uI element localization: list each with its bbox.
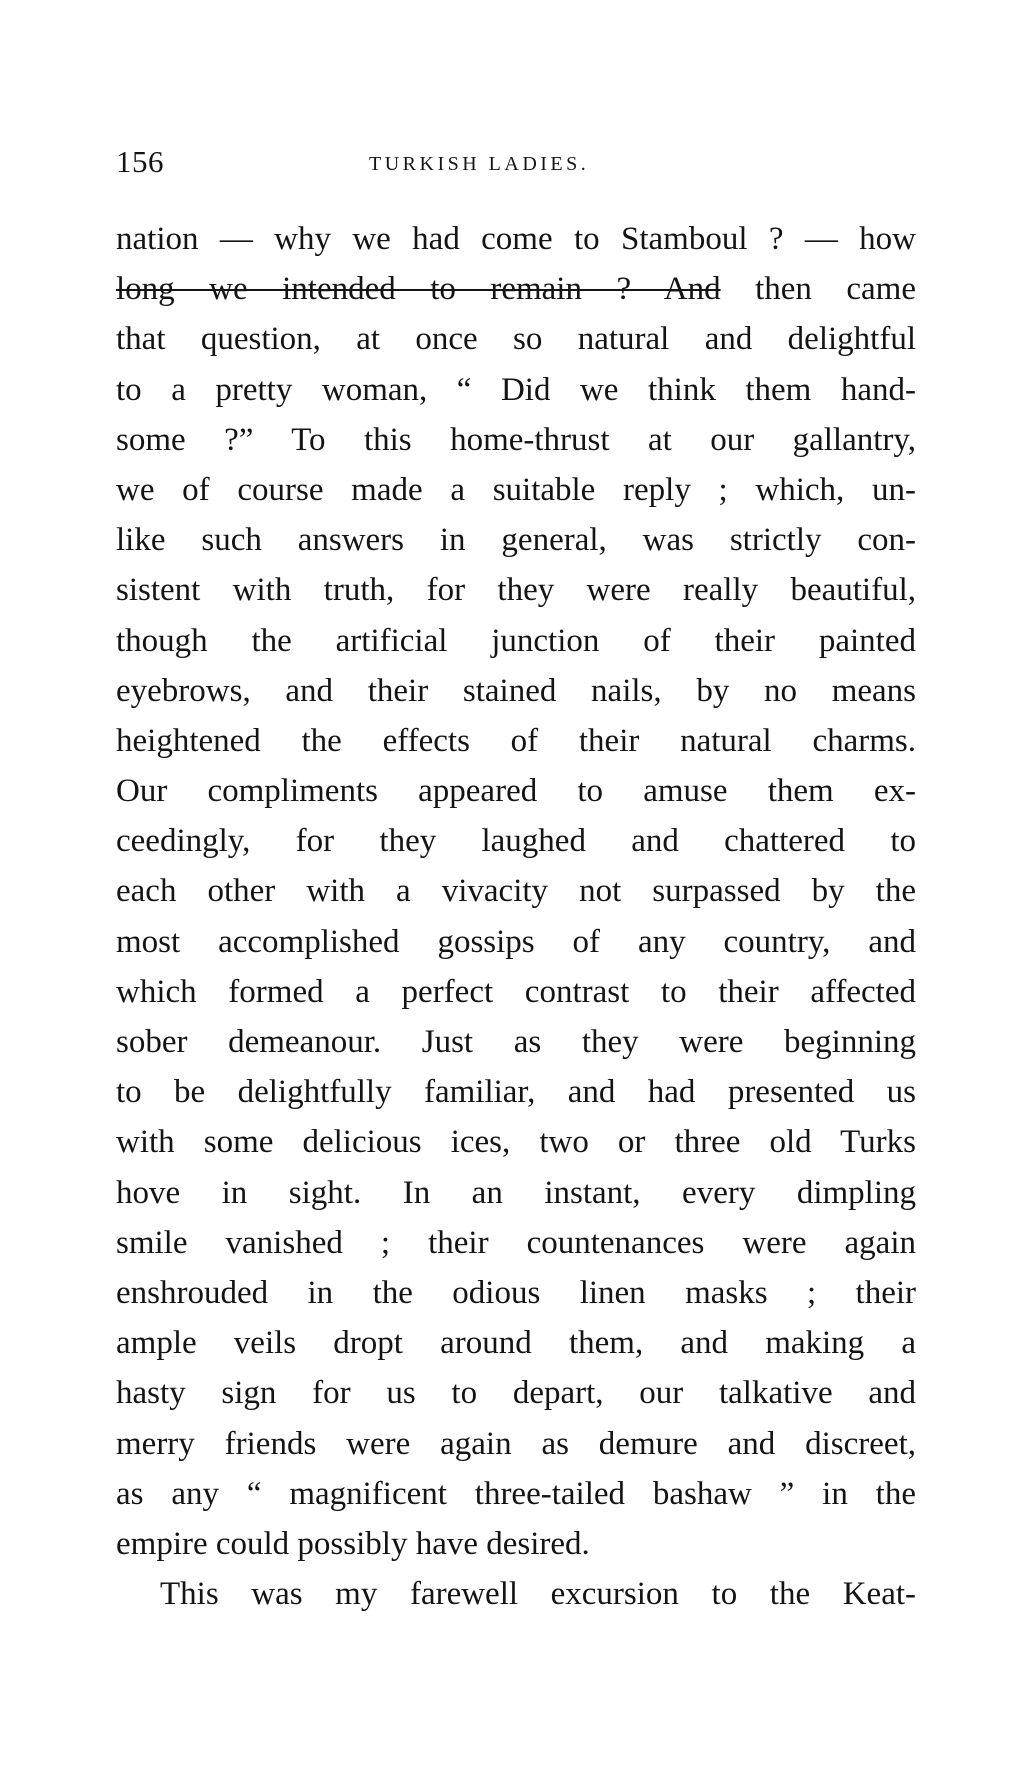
paragraph-end-line: empire could possibly have desired.	[116, 1525, 590, 1562]
text-line: each other with a vivacity not surpassed by the	[116, 873, 916, 910]
text-line: heightened the effects of their natural charms.	[116, 722, 916, 759]
text-line: though the artificial junction of their painted	[116, 622, 916, 659]
text-line-continuation: then came	[755, 271, 916, 308]
text-line: as any “ magnificent three-tailed bashaw ” in the	[116, 1475, 916, 1512]
page-number: 156	[116, 144, 164, 179]
text-line: we of course made a suitable reply ; which, un-	[116, 471, 916, 508]
text-line: enshrouded in the odious linen masks ; their	[116, 1274, 916, 1311]
text-line	[116, 264, 916, 314]
text-line: Our compliments appeared to amuse them ex-	[116, 773, 916, 810]
text-line: most accomplished gossips of any country, and	[116, 923, 916, 960]
struck-text: long we intended to remain ? And	[116, 271, 721, 308]
page-header	[116, 142, 916, 186]
text-line: smile vanished ; their countenances were again	[116, 1224, 916, 1261]
body-text	[116, 214, 916, 1619]
text-line: hasty sign for us to depart, our talkative and	[116, 1375, 916, 1412]
paragraph-start-line: This was my farewell excursion to the Keat-	[160, 1576, 916, 1613]
text-line: eyebrows, and their stained nails, by no means	[116, 672, 916, 709]
text-line: ceedingly, for they laughed and chattered to	[116, 823, 916, 860]
text-line: like such answers in general, was strictly con-	[116, 522, 916, 559]
text-line: which formed a perfect contrast to their affected	[116, 973, 916, 1010]
text-line: merry friends were again as demure and discreet,	[116, 1425, 916, 1462]
text-line: to a pretty woman, “ Did we think them hand-	[116, 371, 916, 408]
text-line: some ?” To this home-thrust at our gallantry,	[116, 421, 916, 458]
text-line: sober demeanour. Just as they were beginning	[116, 1024, 916, 1060]
text-line: nation — why we had come to Stamboul ? — how	[116, 221, 916, 257]
running-head: TURKISH LADIES.	[369, 153, 590, 175]
text-line: sistent with truth, for they were really beautiful,	[116, 572, 916, 609]
text-line: that question, at once so natural and delightful	[116, 321, 916, 358]
text-line: with some delicious ices, two or three old Turks	[116, 1124, 916, 1161]
text-line: ample veils dropt around them, and making a	[116, 1325, 916, 1362]
text-line: to be delightfully familiar, and had presented us	[116, 1074, 916, 1111]
text-line: hove in sight. In an instant, every dimpling	[116, 1174, 916, 1211]
